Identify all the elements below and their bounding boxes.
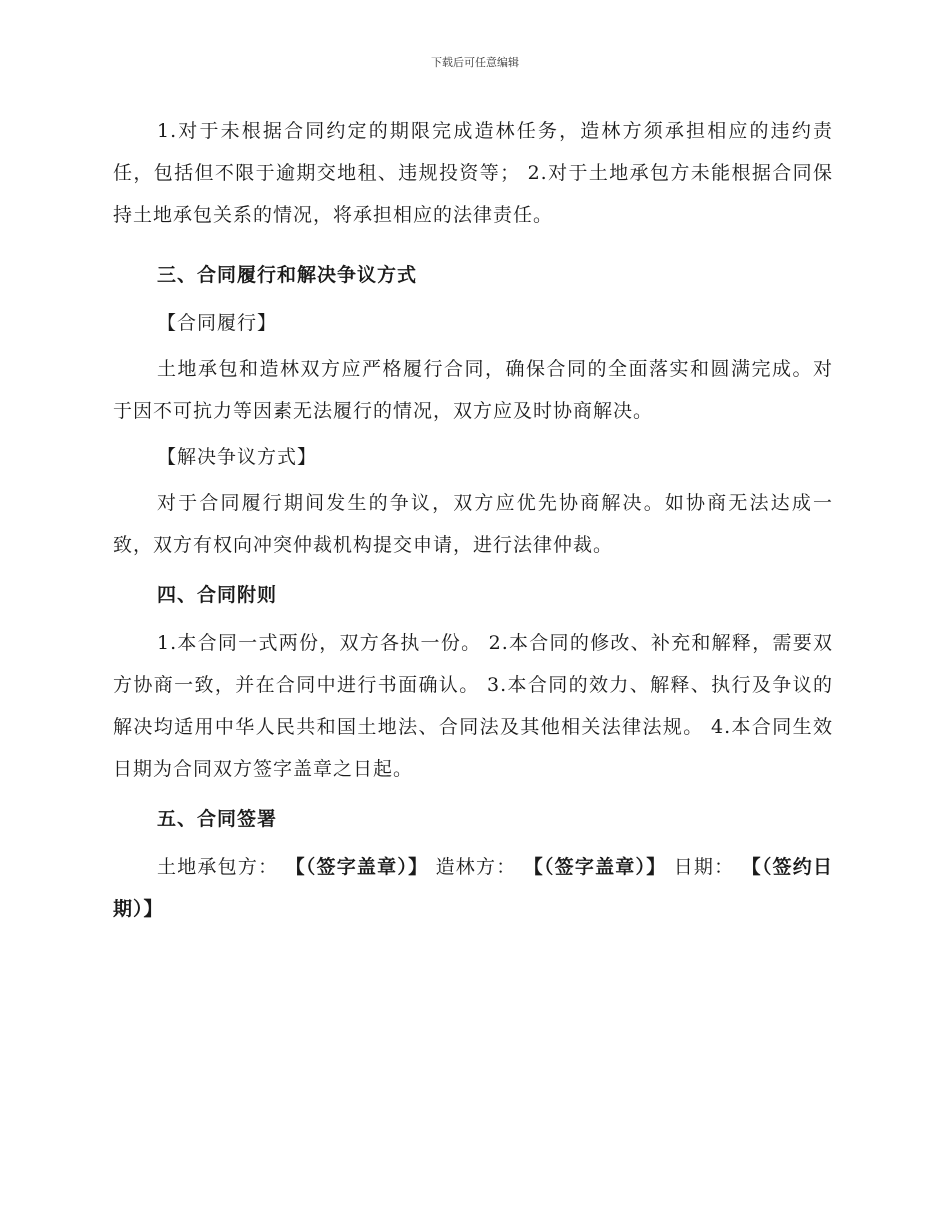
dispute-label: 【解决争议方式】 <box>157 446 318 468</box>
page-header: 下载后可任意编辑 <box>431 56 519 69</box>
signing-date: 【（签约日期）】 <box>113 856 833 920</box>
performance-paragraph: 土地承包和造林双方应严格履行合同，确保合同的全面落实和圆满完成。对于因不可抗力等因素无法履行的情况，双方应及时协商解决。 <box>113 358 833 422</box>
signature-block <box>113 846 833 930</box>
appendix-paragraph: 1.本合同一式两份，双方各执一份。 2.本合同的修改、补充和解释，需要双方协商一致，并在合同中进行书面确认。 3.本合同的效力、解释、执行及争议的解决均适用中华人民共和国土地法、合同法及其他相关法律法规。 4.本合同生效日期为合同双方签字盖章之日起。 <box>113 632 833 780</box>
forestation-party-signature: 【（签字盖章）】 <box>523 856 667 878</box>
section-4-title: 四、合同附则 <box>157 584 278 606</box>
performance-label: 【合同履行】 <box>157 312 278 334</box>
dispute-paragraph: 对于合同履行期间发生的争议，双方应优先协商解决。如协商无法达成一致，双方有权向冲突仲裁机构提交申请，进行法律仲裁。 <box>113 492 833 556</box>
land-contractor-signature: 【（签字盖章）】 <box>285 856 429 878</box>
land-contractor-label: 土地承包方： <box>157 856 279 878</box>
breach-paragraph: 1.对于未根据合同约定的期限完成造林任务，造林方须承担相应的违约责任，包括但不限于逾期交地租、违规投资等； 2.对于土地承包方未能根据合同保持土地承包关系的情况，将承担相应的法律责任。 <box>113 120 833 226</box>
date-label: 日期： <box>673 856 735 878</box>
section-5-title: 五、合同签署 <box>157 808 278 830</box>
document-body <box>113 110 833 930</box>
forestation-party-label: 造林方： <box>435 856 517 878</box>
section-3-title: 三、合同履行和解决争议方式 <box>157 264 418 286</box>
